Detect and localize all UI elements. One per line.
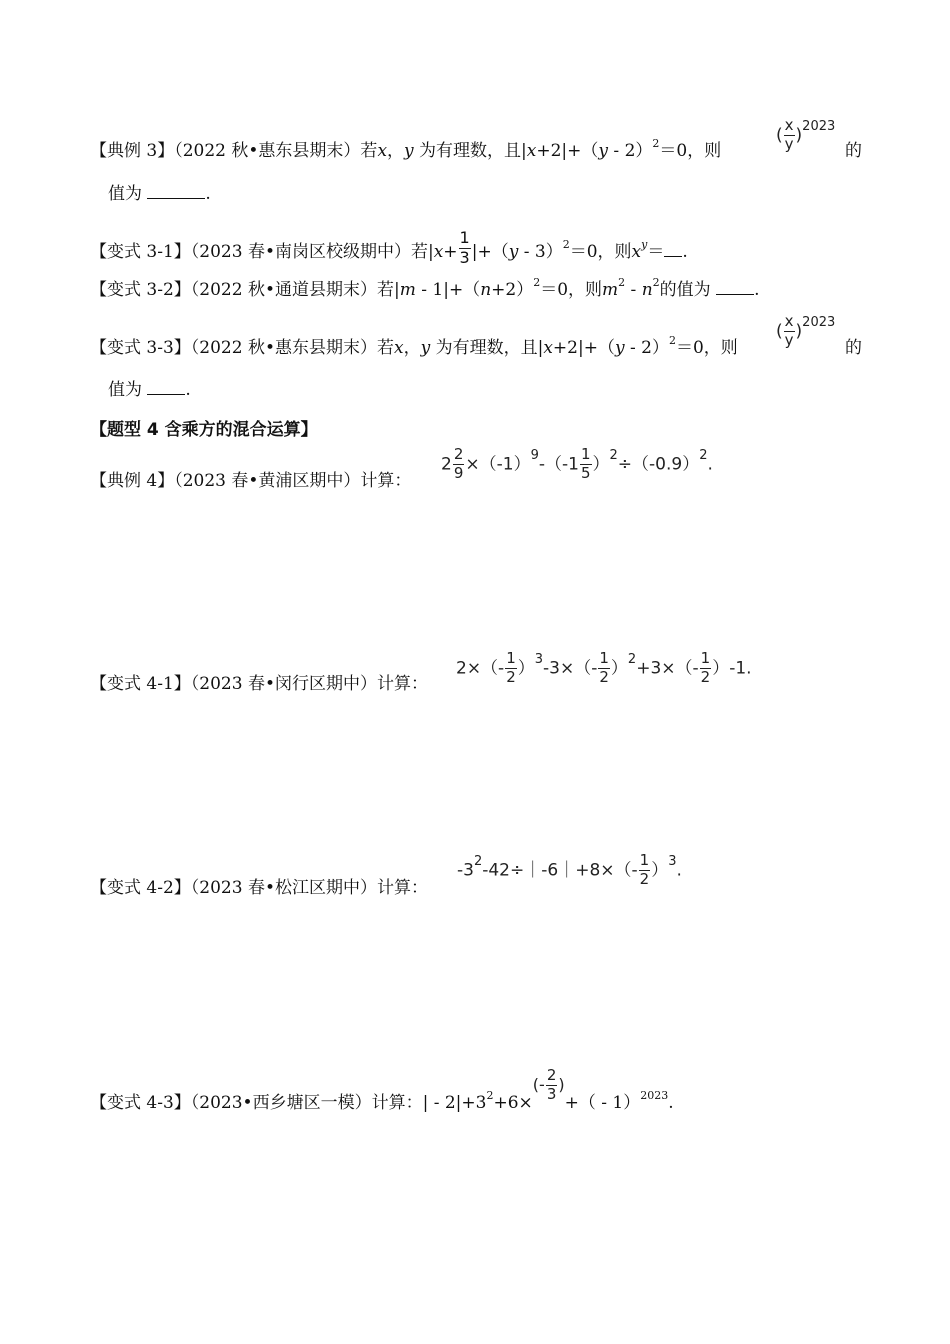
variant-3-3-line1: 【变式 3-3】（2022 秋•惠东县期末）若x，y 为有理数，且|x+2|+（y - 2）$^2$＝0，则 — [90, 334, 738, 358]
variant-3-3-fraction-power: ( $\frac{x}{y}$ )$^{2023}$ — [776, 312, 836, 349]
variant-4-3: 【变式 4-3】（2023•西乡塘区一模）计算：| - $2|+3^2+6\times(-$ $\frac{2}{3}$ )+（ - 1）$^{2023}$. — [90, 1066, 674, 1113]
example-3-de: 的 — [845, 141, 862, 161]
example-4-expression: 2 $\frac{2}{9}$ $\times(-1)^9-(-1$ $\frac{1}{5}$ ）$^2\div(-0.9)^2$. — [441, 445, 713, 482]
example-3-line2: 值为 . — [108, 184, 211, 204]
example-3-tag: 【典例 3】 — [90, 141, 175, 161]
example-3-line1: 【典例 3】（2022 秋•惠东县期末）若x，y 为有理数，且|x+2|+（y - 2）$^2$＝0，则 — [90, 137, 722, 161]
example-4-label: 【典例 4】（2023 春•黄浦区期中）计算： — [90, 471, 412, 491]
section-heading-4: 【题型 4 含乘方的混合运算】 — [90, 420, 318, 440]
answer-blank — [147, 380, 185, 395]
variant-4-1-label: 【变式 4-1】（2023 春•闵行区期中）计算： — [90, 674, 428, 694]
variant-4-3-fraction: (- $\frac{2}{3}$ ) — [532, 1066, 565, 1103]
answer-blank — [716, 280, 754, 295]
variant-3-3-line2: 值为 . — [108, 380, 191, 400]
variant-3-3-de: 的 — [845, 338, 862, 358]
variant-4-2-expression: $-3^2-42\div|-6|+8\times(-$ $\frac{1}{2}$ ）$^3$. — [457, 851, 682, 888]
answer-blank — [664, 242, 682, 257]
answer-blank — [147, 184, 205, 199]
example-3-fraction-power: ( $\frac{x}{y}$ )$^{2023}$ — [776, 116, 836, 153]
variant-3-2: 【变式 3-2】（2022 秋•通道县期末）若$|m - 1|+(n+2)^2=0$，则$m^2 - n^2$的值为 . — [90, 276, 760, 300]
variant-4-2-label: 【变式 4-2】（2023 春•松江区期中）计算： — [90, 878, 428, 898]
variant-3-1: 【变式 3-1】（2023 春•南岗区校级期中）若|x+ $\frac{1}{3}$ |+（y - 3）$^2$＝0，则$x^y=$ . — [90, 228, 688, 267]
variant-4-1-expression: 2×（- $\frac{1}{2}$ ）$^3$-3×（- $\frac{1}{2}$ ）$^2$+3×（- $\frac{1}{2}$ ）-1. — [456, 649, 752, 686]
